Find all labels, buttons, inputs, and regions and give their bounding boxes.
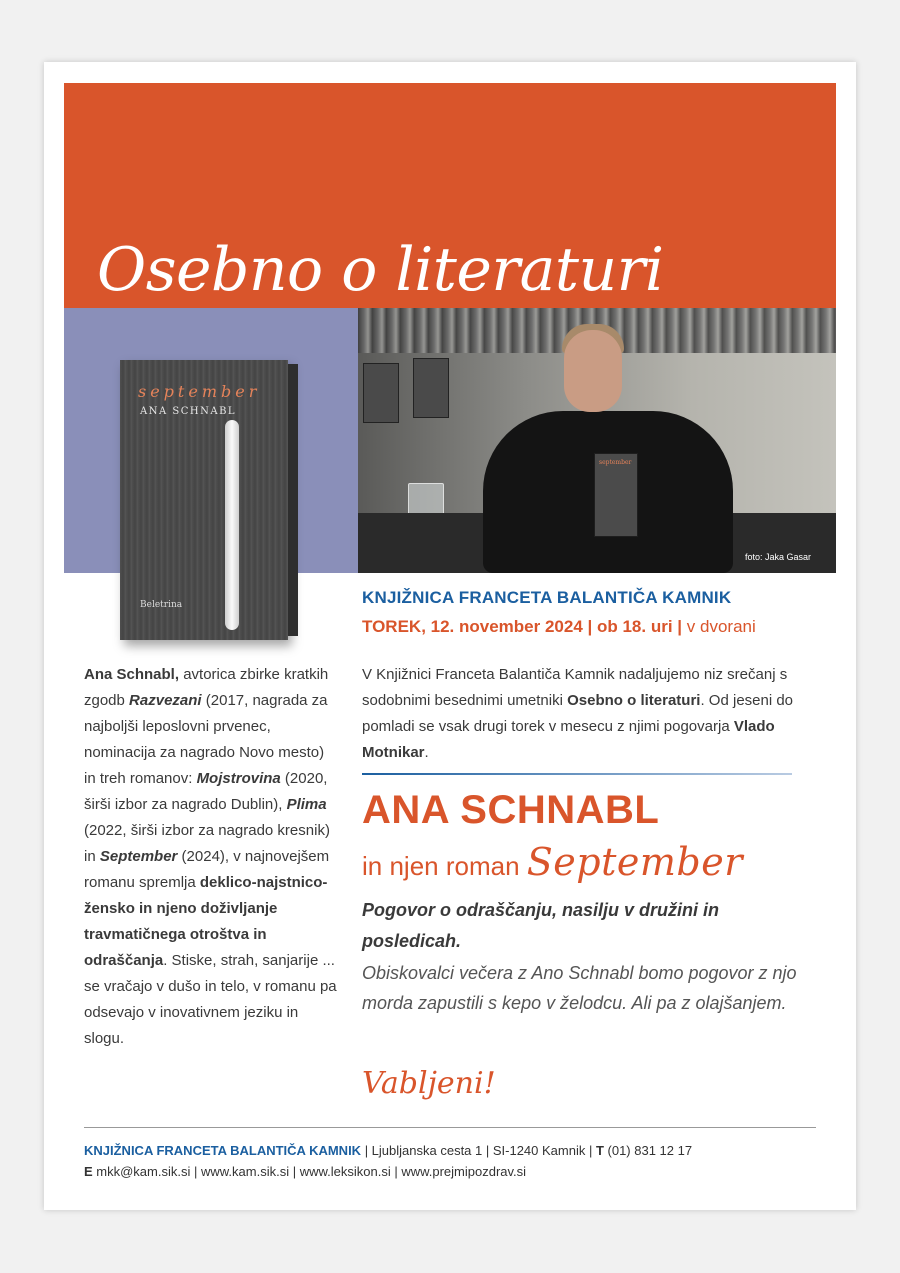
bio-text: (2017, nagrada za najboljši leposlovni prvenec, nominacija za nagrado Novo mesto) in treh romanov: <box>84 692 328 787</box>
bio-highlight: deklico-najstnico-žensko in njeno doživljanje travmatičnega otroštva in odraščanja <box>84 874 328 969</box>
author-face <box>564 330 622 412</box>
page-title: Osebno o literaturi <box>97 235 664 305</box>
book-front <box>120 360 288 640</box>
footer-address: | Ljubljanska cesta 1 | SI-1240 Kamnik | <box>361 1143 596 1158</box>
event-date: TOREK, 12. november 2024 | ob 18. uri | <box>362 617 683 636</box>
talk-topic: Pogovor o odraščanju, nasilju v družini in posledicah. <box>362 900 720 951</box>
bio-work: September <box>99 848 178 865</box>
footer-contacts <box>84 1140 824 1182</box>
series-name: Osebno o literaturi <box>567 692 701 709</box>
intro-text: . Od jeseni do pomladi se vsak drugi torek v mesecu z njimi pogovarja <box>362 692 794 735</box>
display-book <box>363 363 399 423</box>
footer-divider <box>84 1127 816 1128</box>
book-publisher: Beletrina <box>140 600 183 610</box>
event-room: v dvorani <box>682 617 756 636</box>
bio-name: Ana Schnabl, <box>84 666 180 683</box>
footer-phone: (01) 831 12 17 <box>603 1143 693 1158</box>
host-name: Vlado Motnikar <box>362 718 775 761</box>
book-cover-figure <box>225 420 239 630</box>
display-book <box>413 358 449 418</box>
novel-title: September <box>526 840 743 884</box>
book-author: ANA SCHNABL <box>140 406 237 417</box>
novel-prefix: in njen roman <box>362 851 527 881</box>
intro-text: . <box>424 744 429 761</box>
author-photo <box>358 308 836 573</box>
intro-paragraph <box>362 662 802 766</box>
author-name-heading: ANA SCHNABL <box>362 788 660 832</box>
talk-description: Obiskovalci večera z Ano Schnabl bomo pogovor z njo morda zapustili s kepo v želodcu. Ali pa z olajšanjem. <box>362 963 797 1013</box>
bio-work: Plima <box>286 796 327 813</box>
bio-text: . Stiske, strah, sanjarije ... se vračajo v dušo in telo, v romanu pa odsevajo v inovativnem jeziku in slogu. <box>84 952 337 1047</box>
book-cover-image <box>120 360 298 642</box>
held-book <box>594 453 638 537</box>
welcome-text: Vabljeni! <box>362 1066 496 1101</box>
venue-heading: KNJIŽNICA FRANCETA BALANTIČA KAMNIK <box>362 588 732 607</box>
novel-subheading <box>362 840 743 884</box>
photo-credit: foto: Jaka Gasar <box>745 552 812 562</box>
divider <box>362 773 792 775</box>
footer-library: KNJIŽNICA FRANCETA BALANTIČA KAMNIK <box>84 1143 362 1158</box>
email-label: E <box>84 1164 93 1179</box>
bio-work: Razvezani <box>129 692 202 709</box>
intro-text: V Knjižnici Franceta Balantiča Kamnik nadaljujemo niz srečanj s sodobnimi besednimi umetniki <box>362 666 788 709</box>
book-spine <box>288 364 298 636</box>
event-datetime <box>362 617 756 637</box>
phone-label: T <box>595 1143 604 1158</box>
held-book-title: september <box>599 459 632 466</box>
book-title: september <box>138 382 261 401</box>
bio-text: (2022, širši izbor za nagrado kresnik) in <box>84 822 330 865</box>
bio-text: avtorica zbirke kratkih zgodb <box>84 666 329 709</box>
bio-text: (2020, širši izbor za nagrado Dublin), <box>84 770 328 813</box>
bio-work: Mojstrovina <box>196 770 281 787</box>
footer-web[interactable]: mkk@kam.sik.si | www.kam.sik.si | www.leksikon.si | www.prejmipozdrav.si <box>92 1164 527 1179</box>
author-bio <box>84 662 339 1052</box>
bio-text: (2024), v najnovejšem romanu spremlja <box>84 848 330 891</box>
